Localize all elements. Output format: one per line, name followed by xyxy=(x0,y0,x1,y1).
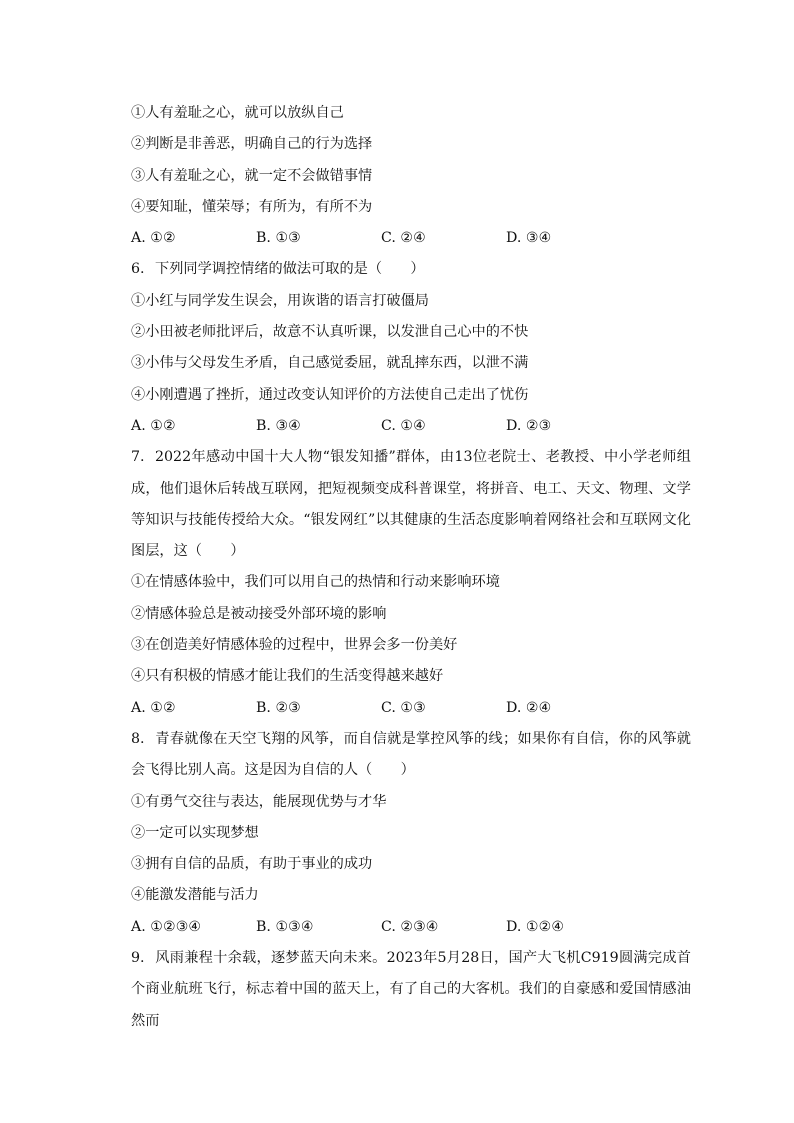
answer-option: A. ①② xyxy=(131,699,176,716)
answer-options xyxy=(131,912,691,943)
question-text: 下列同学调控情绪的做法可取的是（ ） xyxy=(155,261,425,278)
question-stem xyxy=(131,254,691,285)
question-number: 7. xyxy=(131,449,145,466)
statement-line: ③在创造美好情感体验的过程中，世界会多一份美好 xyxy=(131,637,458,654)
question-stem xyxy=(131,724,691,787)
answer-option: C. ②④ xyxy=(381,230,426,247)
answer-options xyxy=(131,411,691,442)
answer-option: B. ③④ xyxy=(256,417,301,434)
statement-line: ③拥有自信的品质，有助于事业的成功 xyxy=(131,856,373,873)
statement-line: ①在情感体验中，我们可以用自己的热情和行动来影响环境 xyxy=(131,574,500,591)
answer-options xyxy=(131,223,691,254)
statement-line: ③小伟与父母发生矛盾，自己感觉委屈，就乱摔东西，以泄不满 xyxy=(131,355,529,372)
answer-option: C. ①④ xyxy=(381,417,426,434)
document-content xyxy=(131,98,691,1037)
question-number: 8. xyxy=(131,730,145,747)
question-text: 风雨兼程十余载，逐梦蓝天向未来。2023年5月28日，国产大飞机C919圆满完成首个商业航班飞行，标志着中国的蓝天上，有了自己的大客机。我们的自豪感和爱国情感油然而 xyxy=(131,950,691,1029)
statement-line: ②小田被老师批评后，故意不认真听课，以发泄自己心中的不快 xyxy=(131,324,529,341)
answer-option: D. ②③ xyxy=(506,417,552,434)
question-stem xyxy=(131,943,691,1037)
answer-option: B. ②③ xyxy=(256,699,301,716)
answer-option: B. ①③④ xyxy=(256,918,314,935)
statement-line: ③人有羞耻之心，就一定不会做错事情 xyxy=(131,167,373,184)
answer-option: B. ①③ xyxy=(256,230,301,247)
statement-line: ④能激发潜能与活力 xyxy=(131,887,259,904)
statement-line: ④只有积极的情感才能让我们的生活变得越来越好 xyxy=(131,668,444,685)
statement-line: ②情感体验总是被动接受外部环境的影响 xyxy=(131,605,387,622)
statement-line: ①小红与同学发生误会，用诙谐的语言打破僵局 xyxy=(131,292,429,309)
statement-line: ①有勇气交往与表达，能展现优势与才华 xyxy=(131,793,387,810)
answer-option: D. ③④ xyxy=(506,230,552,247)
answer-option: C. ②③④ xyxy=(381,918,439,935)
answer-option: D. ①②④ xyxy=(506,918,565,935)
question-number: 6. xyxy=(131,261,145,278)
question-text: 青春就像在天空飞翔的风筝，而自信就是掌控风筝的线；如果你有自信，你的风筝就会飞得比别人高。这是因为自信的人（ ） xyxy=(131,730,691,779)
statement-line: ④小刚遭遇了挫折，通过改变认知评价的方法使自己走出了忧伤 xyxy=(131,386,529,403)
answer-option: C. ①③ xyxy=(381,699,426,716)
statement-line: ②一定可以实现梦想 xyxy=(131,824,259,841)
question-stem xyxy=(131,442,691,567)
question-text: 2022年感动中国十大人物“银发知播”群体，由13位老院士、老教授、中小学老师组成，他们退休后转战互联网，把短视频变成科普课堂，将拼音、电工、天文、物理、文学等知识与技能传授给大众。“银发网红”以其健康的生活态度影响着网络社会和互联网文化图层，这（ ） xyxy=(131,449,691,560)
answer-option: A. ①②③④ xyxy=(131,918,202,935)
answer-options xyxy=(131,693,691,724)
question-number: 9. xyxy=(131,950,145,967)
answer-option: A. ①② xyxy=(131,417,176,434)
answer-option: D. ②④ xyxy=(506,699,552,716)
statement-line: ①人有羞耻之心，就可以放纵自己 xyxy=(131,105,344,121)
statement-line: ④要知耻，懂荣辱；有所为，有所不为 xyxy=(131,198,373,215)
answer-option: A. ①② xyxy=(131,230,176,247)
statement-line: ②判断是非善恶，明确自己的行为选择 xyxy=(131,136,373,153)
